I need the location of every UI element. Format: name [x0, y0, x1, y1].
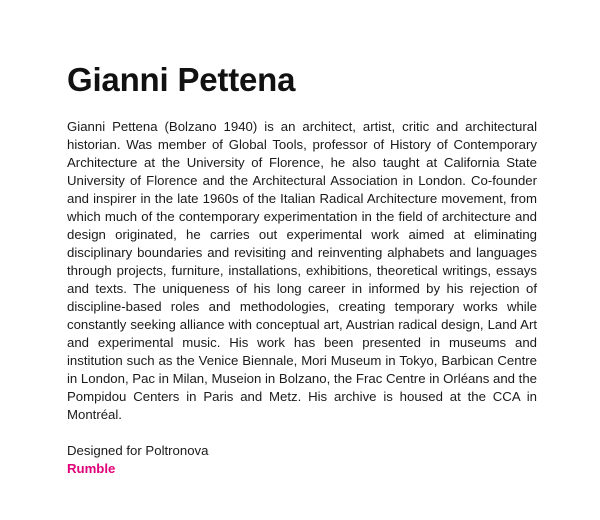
- designed-for-label: Designed for Poltronova: [67, 443, 209, 458]
- designer-name: Gianni Pettena: [67, 61, 296, 98]
- designer-bio: Gianni Pettena (Bolzano 1940) is an architect, artist, critic and architectural historian. Was member of Global Tools, professor of History of Contemporary Architecture at the University of Florence, he also taught at California State University of Florence and the Architectural Association in London. Co-founder and inspirer in the late 1960s of the Italian Radical Architecture movement, from which much of the contemporary experimentation in the field of architecture and design originated, he carries out experimental work aimed at eliminating disciplinary boundaries and revisiting and reinventing alphabets and languages through projects, furniture, installations, exhibitions, theoretical writings, essays and texts. The uniqueness of his long career in informed by his rejection of discipline-based roles and methodologies, creating temporary works while constantly seeking alliance with conceptual art, Austrian radical design, Land Art and experimental music. His work has been presented in museums and institution such as the Venice Biennale, Mori Museum in Tokyo, Barbican Centre in London, Pac in Milan, Museion in Bolzano, the Frac Centre in Orléans and the Pompidou Centers in Paris and Metz. His archive is housed at the CCA in Montréal.: [67, 119, 537, 422]
- designer-section: [67, 62, 537, 478]
- credit-block: [67, 442, 537, 478]
- product-link-rumble[interactable]: Rumble: [67, 461, 116, 476]
